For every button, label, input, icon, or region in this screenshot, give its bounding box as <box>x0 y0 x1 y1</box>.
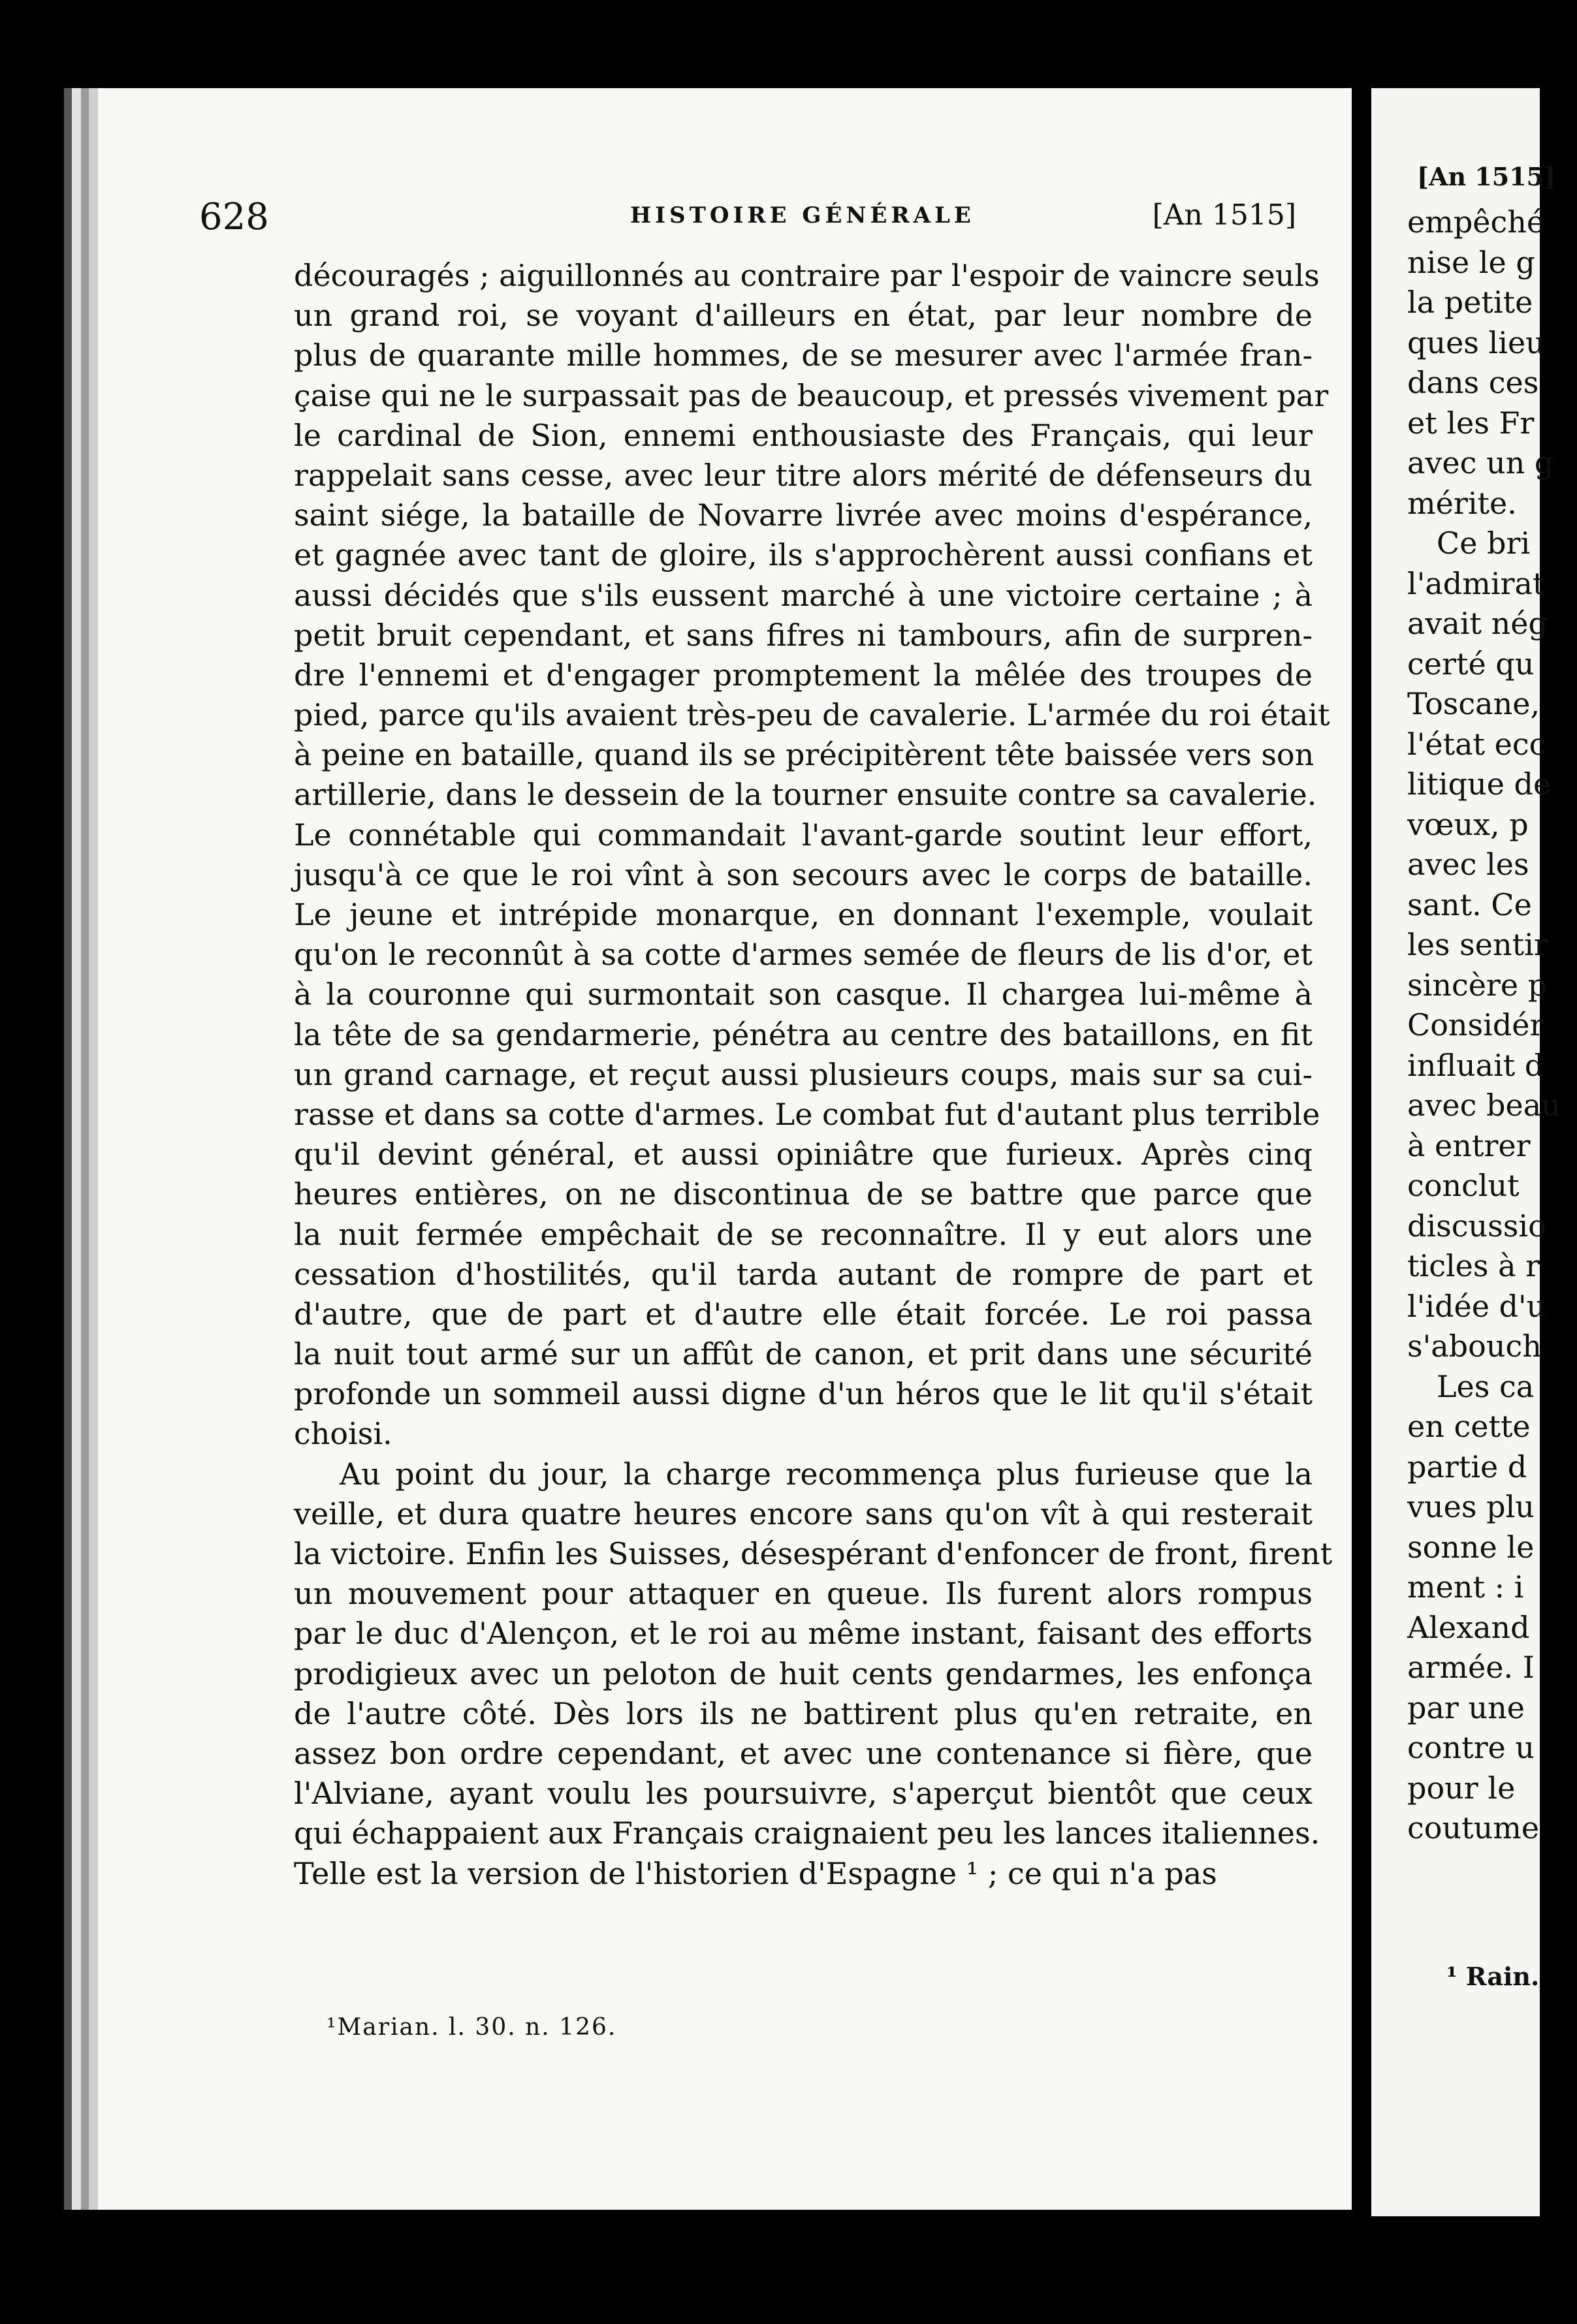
right-text-line: vues plu <box>1407 1489 1535 1524</box>
right-text-line: sonne le <box>1407 1529 1535 1565</box>
right-text-line: Alexand <box>1407 1609 1530 1645</box>
running-title: HISTOIRE GÉNÉRALE <box>630 202 975 228</box>
text-line: cessation d'hostilités, qu'il tarda autant de rompre de part et <box>294 1256 1313 1292</box>
right-text-line: influait d <box>1407 1047 1544 1083</box>
right-text-line: sant. Ce <box>1407 887 1532 922</box>
right-text-line: certé qu <box>1407 646 1535 682</box>
right-text-line: Toscane, <box>1407 686 1540 721</box>
right-text-line: partie d <box>1407 1449 1527 1484</box>
right-text-line: à entrer <box>1407 1127 1531 1163</box>
right-text-line: et les Fr <box>1407 405 1535 441</box>
text-line: qu'il devint général, et aussi opiniâtre que furieux. Après cinq <box>294 1137 1313 1172</box>
text-line: aussi décidés que s'ils eussent marché à une victoire certaine ; à <box>294 577 1313 613</box>
right-text-line: pour le <box>1407 1770 1516 1806</box>
right-text-line: avec beau <box>1407 1088 1561 1123</box>
right-text-line: la petite <box>1407 285 1533 320</box>
right-text-line: Ce bri <box>1437 526 1531 561</box>
right-text-line: avec un g <box>1407 445 1554 480</box>
text-line: jusqu'à ce que le roi vînt à son secours avec le corps de bataille. <box>294 856 1313 892</box>
page-number: 628 <box>199 196 269 238</box>
right-text-line: Les ca <box>1437 1368 1535 1404</box>
text-line: profonde un sommeil aussi digne d'un héros que le lit qu'il s'était <box>294 1376 1313 1412</box>
right-text-line: les sentir <box>1407 927 1548 962</box>
header-year: [An 1515] <box>1152 198 1296 232</box>
right-text-line: empêché <box>1407 204 1545 240</box>
text-line: qui échappaient aux Français craignaient peu les lances italiennes. <box>294 1815 1320 1851</box>
right-text-line: mérite. <box>1407 485 1517 521</box>
right-text-line: Considér <box>1407 1007 1544 1043</box>
text-line: de l'autre côté. Dès lors ils ne battirent plus qu'en retraite, en <box>294 1695 1313 1731</box>
right-text-line: litique de <box>1407 766 1552 802</box>
right-text-line: s'abouch <box>1407 1328 1542 1364</box>
text-line: la nuit fermée empêchait de se reconnaître. Il y eut alors une <box>294 1216 1313 1252</box>
text-line: prodigieux avec un peloton de huit cents gendarmes, les enfonça <box>294 1656 1313 1691</box>
text-line: découragés ; aiguillonnés au contraire par l'espoir de vaincre seuls <box>294 258 1320 293</box>
right-text-line: l'état ecc <box>1407 726 1546 762</box>
text-line: l'Alviane, ayant voulu les poursuivre, s'aperçut bientôt que ceux <box>294 1776 1313 1812</box>
right-text-line: conclut <box>1407 1168 1520 1203</box>
right-text-line: nise le g <box>1407 244 1535 280</box>
right-text-line: sincère p <box>1407 967 1548 1003</box>
text-line: la tête de sa gendarmerie, pénétra au centre des bataillons, en fit <box>294 1016 1313 1052</box>
text-line: à peine en bataille, quand ils se précipitèrent tête baissée vers son <box>294 737 1314 773</box>
text-line: Le jeune et intrépide monarque, en donnant l'exemple, voulait <box>294 897 1313 932</box>
text-line: çaise qui ne le surpassait pas de beaucoup, et pressés vivement par <box>294 377 1329 413</box>
text-line: la victoire. Enfin les Suisses, désespérant d'enfoncer de front, firent <box>294 1536 1333 1571</box>
footnote: ¹Marian. l. 30. n. 126. <box>327 2014 617 2041</box>
text-line: qu'on le reconnût à sa cotte d'armes semée de fleurs de lis d'or, et <box>294 937 1313 973</box>
right-text-line: ticles à r <box>1407 1248 1540 1283</box>
right-text-line: armée. I <box>1407 1650 1535 1685</box>
right-text-line: ques lieu <box>1407 324 1545 360</box>
text-line: le cardinal de Sion, ennemi enthousiaste des Français, qui leur <box>294 417 1313 453</box>
text-line: d'autre, que de part et d'autre elle était forcée. Le roi passa <box>294 1296 1313 1332</box>
text-line: rasse et dans sa cotte d'armes. Le combat fut d'autant plus terrible <box>294 1096 1320 1132</box>
text-line: à la couronne qui surmontait son casque. Il chargea lui-même à <box>294 977 1313 1013</box>
right-text-line: coutume <box>1407 1810 1540 1845</box>
right-text-line: vœux, p <box>1407 806 1529 842</box>
text-line: plus de quarante mille hommes, de se mesurer avec l'armée fran- <box>294 338 1313 373</box>
text-line: heures entières, on ne discontinua de se battre que parce que <box>294 1176 1313 1212</box>
right-text-line: avec les <box>1407 847 1529 882</box>
text-line: par le duc d'Alençon, et le roi au même instant, faisant des efforts <box>294 1616 1313 1652</box>
text-line: pied, parce qu'ils avaient très-peu de cavalerie. L'armée du roi était <box>294 697 1330 733</box>
right-text-line: l'idée d'u <box>1407 1288 1546 1324</box>
text-line: la nuit tout armé sur un affût de canon, et prit dans une sécurité <box>294 1336 1313 1372</box>
text-line: artillerie, dans le dessein de la tourner ensuite contre sa cavalerie. <box>294 777 1317 813</box>
text-line: saint siége, la bataille de Novarre livrée avec moins d'espérance, <box>294 497 1313 533</box>
page-header <box>199 196 1296 248</box>
right-text-line: avait nég <box>1407 606 1548 641</box>
body-text <box>294 256 1333 1894</box>
text-line: Le connétable qui commandait l'avant-garde soutint leur effort, <box>294 817 1313 853</box>
text-line: rappelait sans cesse, avec leur titre alors mérité de défenseurs du <box>294 457 1313 493</box>
text-line: dre l'ennemi et d'engager promptement la mêlée des troupes de <box>294 657 1313 693</box>
text-line: assez bon ordre cependant, et avec une contenance si fière, que <box>294 1735 1313 1771</box>
text-line: Telle est la version de l'historien d'Espagne ¹ ; ce qui n'a pas <box>294 1855 1217 1891</box>
text-line: un grand carnage, et reçut aussi plusieurs coups, mais sur sa cui- <box>294 1056 1313 1092</box>
text-line: Au point du jour, la charge recommença plus furieuse que la <box>340 1456 1313 1492</box>
text-line: veille, et dura quatre heures encore sans qu'on vît à qui resterait <box>294 1496 1313 1531</box>
right-page-text <box>1407 202 1577 1849</box>
right-text-line: dans ces <box>1407 365 1539 400</box>
right-page-footnote: ¹ Rain. <box>1446 1962 1540 1991</box>
text-line: et gagnée avec tant de gloire, ils s'approchèrent aussi confians et <box>294 537 1313 573</box>
right-text-line: ment : i <box>1407 1569 1524 1605</box>
right-page-header: [An 1515] <box>1417 162 1556 191</box>
text-line: petit bruit cependant, et sans fifres ni tambours, afin de surpren- <box>294 617 1313 653</box>
text-line: un mouvement pour attaquer en queue. Ils furent alors rompus <box>294 1576 1313 1612</box>
right-text-line: par une <box>1407 1689 1525 1725</box>
right-text-line: contre u <box>1407 1730 1535 1765</box>
right-text-line: discussio <box>1407 1208 1546 1244</box>
text-line: choisi. <box>294 1416 392 1452</box>
right-text-line: l'admirat <box>1407 565 1545 601</box>
text-line: un grand roi, se voyant d'ailleurs en état, par leur nombre de <box>294 298 1313 334</box>
right-text-line: en cette <box>1407 1409 1531 1444</box>
